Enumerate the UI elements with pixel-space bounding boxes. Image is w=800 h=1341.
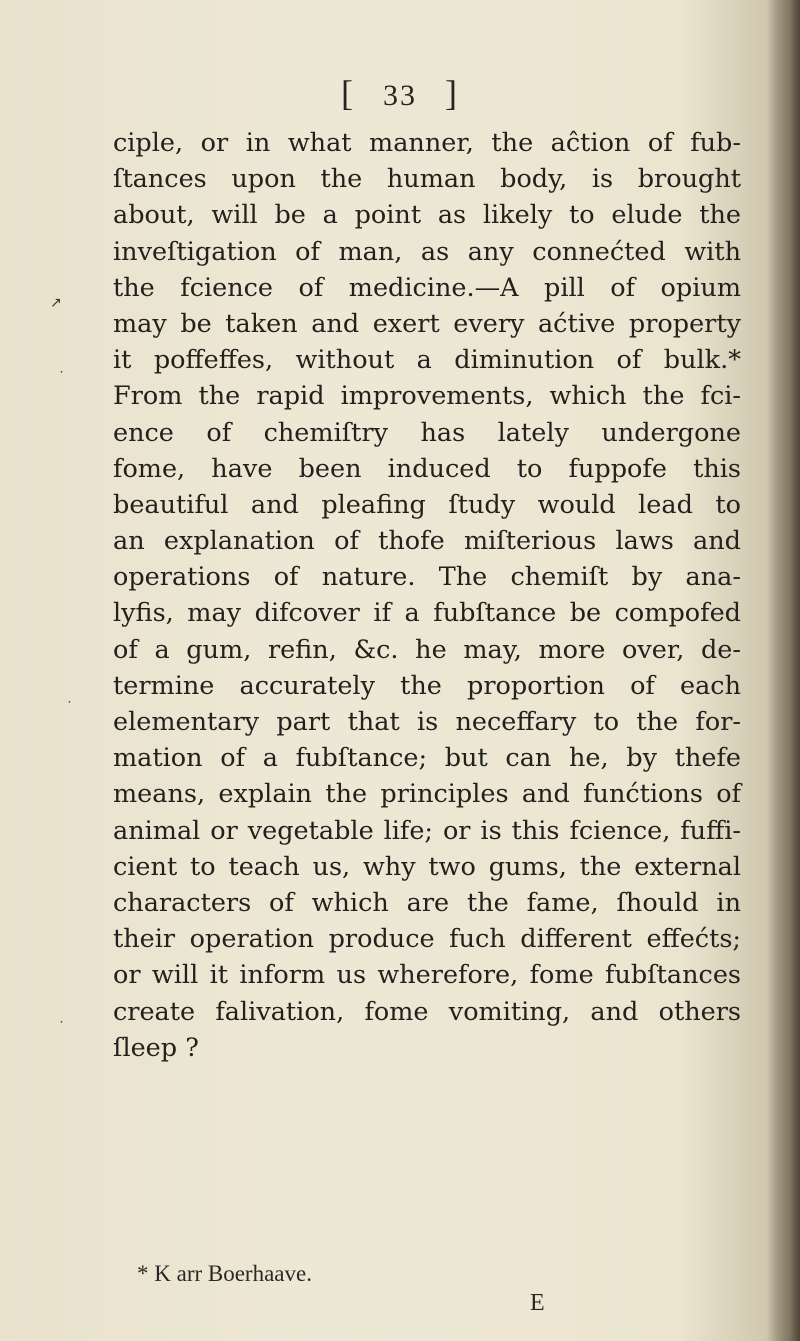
text-line: beautiful and pleafing ſtudy would lead to bbox=[113, 489, 741, 520]
text-line: create falivation, fome vomiting, and others bbox=[113, 996, 741, 1027]
text-line: their operation produce fuch different effećts; bbox=[113, 924, 741, 955]
page-edge-shadow bbox=[766, 0, 800, 1341]
text-line: may be taken and exert every aćtive property bbox=[113, 308, 741, 339]
text-line: ence of chemiſtry has lately undergone bbox=[113, 417, 741, 448]
text-line: means, explain the principles and funćtions of bbox=[113, 779, 741, 810]
text-line: inveſtigation of man, as any connećted with bbox=[113, 236, 741, 267]
header-bracket-open: [ bbox=[341, 73, 355, 113]
text-line: ſleep ? bbox=[113, 1032, 199, 1063]
margin-tick-icon: ↗ bbox=[50, 295, 62, 311]
page-header bbox=[0, 72, 800, 114]
text-line: operations of nature. The chemiſt by ana- bbox=[113, 562, 741, 593]
text-line: ſtances upon the human body, is brought bbox=[113, 164, 741, 195]
footnote: * K arr Boerhaave. bbox=[137, 1261, 312, 1286]
margin-dot-icon: ˙ bbox=[58, 1020, 65, 1036]
text-line: elementary part that is neceffary to the for- bbox=[113, 707, 741, 737]
text-line: cient to teach us, why two gums, the external bbox=[113, 851, 741, 882]
text-line: termine accurately the proportion of each bbox=[113, 670, 741, 701]
text-line: fome, have been induced to fuppofe this bbox=[113, 453, 741, 484]
header-bracket-close: ] bbox=[445, 73, 459, 113]
body-text bbox=[113, 125, 741, 1066]
text-line: mation of a fubſtance; but can he, by thefe bbox=[113, 743, 741, 774]
margin-dot-icon: ˙ bbox=[66, 700, 73, 716]
text-line: characters of which are the fame, ſhould in bbox=[113, 887, 741, 918]
signature-mark: E bbox=[530, 1290, 545, 1316]
text-line: about, will be a point as likely to elude the bbox=[113, 200, 741, 231]
text-line: animal or vegetable life; or is this fcience, fuffi- bbox=[113, 815, 741, 846]
text-line: of a gum, refin, &c. he may, more over, de- bbox=[113, 634, 741, 665]
margin-dot-icon: ˙ bbox=[58, 370, 65, 386]
text-line: the fcience of medicine.—A pill of opium bbox=[113, 272, 741, 303]
text-line: or will it inform us wherefore, fome fubſtances bbox=[113, 960, 741, 991]
text-line: From the rapid improvements, which the fci- bbox=[113, 381, 741, 412]
text-line: lyfis, may difcover if a fubſtance be compofed bbox=[113, 598, 741, 629]
text-line: ciple, or in what manner, the aĉtion of fub- bbox=[113, 128, 741, 158]
text-line: an explanation of thofe miſterious laws and bbox=[113, 526, 741, 557]
page-number: 33 bbox=[383, 79, 417, 112]
text-line: it poffeffes, without a diminution of bulk.* bbox=[113, 345, 741, 376]
